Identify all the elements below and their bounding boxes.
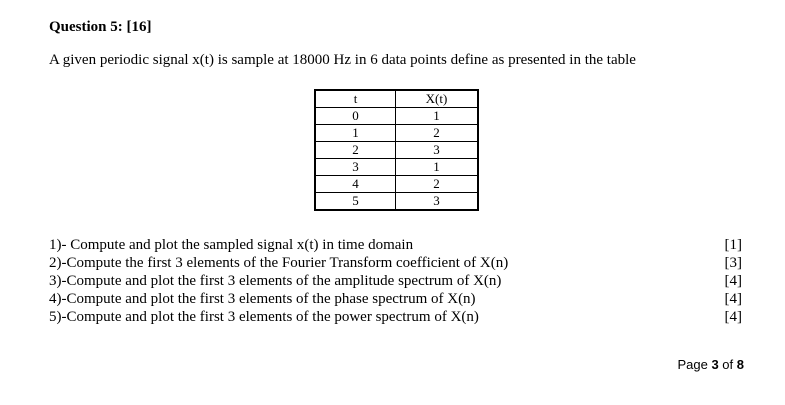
page-total: 8: [736, 357, 744, 372]
task-item: [49, 308, 749, 326]
table-cell-xt: 2: [396, 125, 479, 142]
task-marks: [4]: [724, 273, 742, 289]
task-text: 1)- Compute and plot the sampled signal x(t) in time domain: [49, 237, 414, 253]
task-item: [49, 236, 749, 254]
column-header-t: t: [315, 90, 396, 108]
table-row: [315, 193, 478, 211]
table-cell-xt: 3: [396, 142, 479, 159]
table-cell-t: 0: [315, 108, 396, 125]
task-text: 2)-Compute the first 3 elements of the Fourier Transform coefficient of X(n): [49, 255, 509, 271]
question-intro: A given periodic signal x(t) is sample at 18000 Hz in 6 data points define as presented in the table: [49, 52, 636, 68]
task-list: [49, 236, 749, 326]
table-cell-xt: 3: [396, 193, 479, 211]
column-header-xt: X(t): [396, 90, 479, 108]
page-current: 3: [711, 357, 719, 372]
task-marks: [4]: [724, 291, 742, 307]
task-marks: [4]: [724, 309, 742, 325]
task-marks: [3]: [724, 255, 742, 271]
table-row: [315, 159, 478, 176]
table-cell-xt: 1: [396, 159, 479, 176]
signal-data-table: [314, 89, 479, 211]
table-cell-t: 4: [315, 176, 396, 193]
task-text: 4)-Compute and plot the first 3 elements of the phase spectrum of X(n): [49, 291, 476, 307]
task-marks: [1]: [724, 237, 742, 253]
task-item: [49, 254, 749, 272]
table-cell-t: 2: [315, 142, 396, 159]
of-word: of: [722, 357, 734, 372]
table-cell-xt: 1: [396, 108, 479, 125]
task-item: [49, 272, 749, 290]
table-row: [315, 142, 478, 159]
task-text: 3)-Compute and plot the first 3 elements of the amplitude spectrum of X(n): [49, 273, 502, 289]
table-row: [315, 176, 478, 193]
question-heading: Question 5: [16]: [49, 19, 152, 35]
task-item: [49, 290, 749, 308]
table-header-row: [315, 90, 478, 108]
table-cell-t: 5: [315, 193, 396, 211]
task-text: 5)-Compute and plot the first 3 elements of the power spectrum of X(n): [49, 309, 479, 325]
table-row: [315, 125, 478, 142]
table-cell-t: 1: [315, 125, 396, 142]
page-number: [677, 357, 744, 372]
page-word: Page: [677, 357, 708, 372]
table-cell-t: 3: [315, 159, 396, 176]
table-row: [315, 108, 478, 125]
table-cell-xt: 2: [396, 176, 479, 193]
